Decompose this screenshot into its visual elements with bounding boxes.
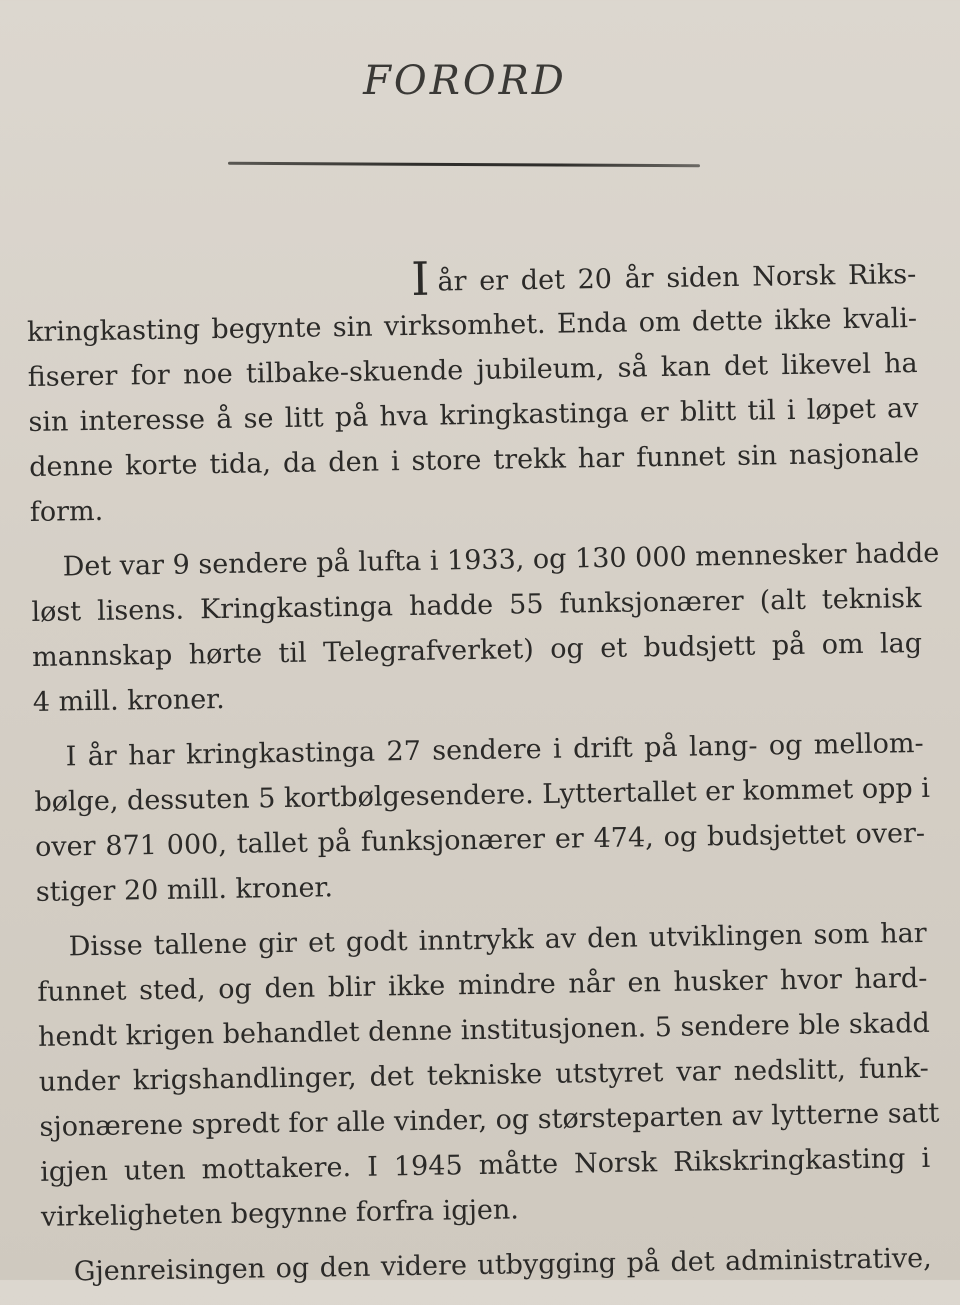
text-line: stiger 20 mill. kroner. xyxy=(35,872,334,908)
text-line: funnet sted, og den blir ikke mindre når en husker hvor hard- xyxy=(37,962,928,1008)
text-line-content: år er det 20 år siden Norsk Riks- xyxy=(437,259,917,298)
paragraph-5 xyxy=(41,1236,932,1295)
text-line: Disse tallene gir et godt inntrykk av den utviklingen som har xyxy=(68,917,927,963)
text-line: bølge, dessuten 5 kortbølgesendere. Lyttertallet er kommet opp i xyxy=(34,772,931,818)
text-line: hendt krigen behandlet denne institusjonen. 5 sendere ble skadd xyxy=(37,1007,931,1053)
paragraph-2 xyxy=(30,531,940,725)
text-line: sin interesse å se litt på hva kringkastinga er blitt til i løpet av xyxy=(28,393,919,438)
paragraph-3 xyxy=(33,721,931,915)
text-line: I år har kringkastinga 27 sendere i drift på lang- og mellom- xyxy=(65,727,924,773)
text-line: denne korte tida, da den i store trekk har funnet sin nasjonale xyxy=(28,437,920,483)
title-rule xyxy=(228,162,700,167)
page-title: FORORD xyxy=(363,58,567,104)
paragraph-1 xyxy=(26,251,920,535)
text-line: virkeligheten begynne forfra igjen. xyxy=(40,1194,520,1233)
text-line: under krigshandlinger, det tekniske utstyret var nedslitt, funk- xyxy=(38,1052,929,1098)
text-line: Det var 9 sendere på lufta i 1933, og 130 000 mennesker hadde xyxy=(62,537,940,583)
text-line: over 871 000, tallet på funksjonærer er 474, og budsjettet over- xyxy=(34,817,926,863)
text-line: igjen uten mottakere. I 1945 måtte Norsk Rikskringkasting i xyxy=(40,1142,931,1188)
text-line: løst lisens. Kringkastinga hadde 55 funksjonærer (alt teknisk xyxy=(31,582,922,628)
text-line: form. xyxy=(29,495,104,528)
paragraph-4 xyxy=(36,911,940,1240)
text-line: fiserer for noe tilbake-skuende jubileum, så kan det likevel ha xyxy=(27,348,918,393)
page-body xyxy=(26,251,940,1305)
text-line: sjonærene spredt for alle vinder, og størsteparten av lytterne satt xyxy=(39,1097,940,1143)
text-line: Gjenreisingen og den videre utbygging på det administrative, xyxy=(73,1242,932,1288)
text-line: kringkasting begynte sin virksomhet. Enda om dette ikke kvali- xyxy=(26,303,918,348)
text-line: mannskap hørte til Telegrafverket) og et budsjett på om lag xyxy=(31,627,923,673)
text-line: 4 mill. kroner. xyxy=(32,683,225,718)
drop-cap: I xyxy=(410,251,430,306)
